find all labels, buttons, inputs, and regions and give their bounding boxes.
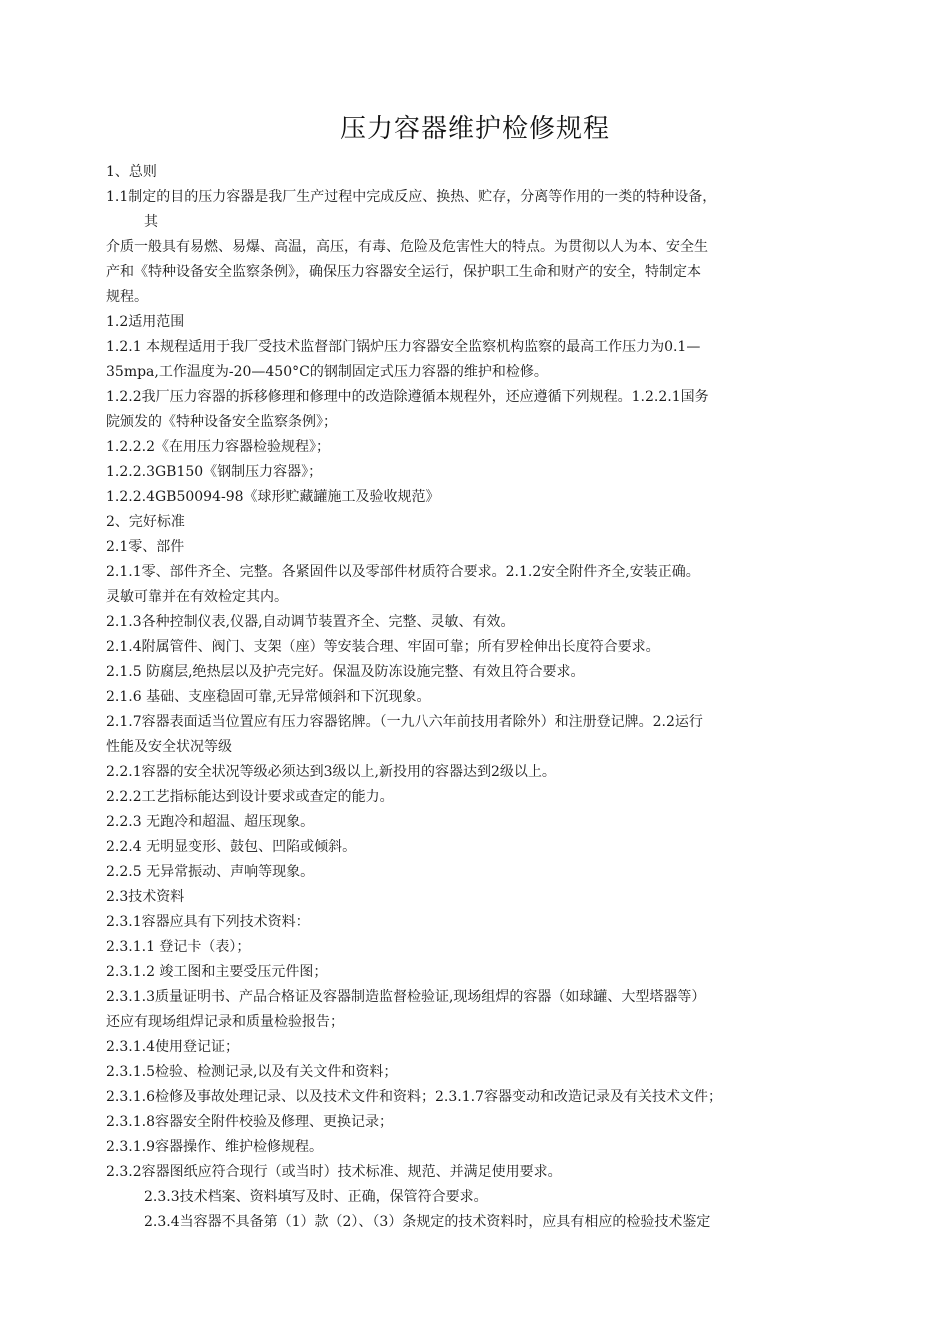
text-line: 1.2.2.3GB150《钢制压力容器》； bbox=[106, 464, 323, 480]
text-line: 2.2.1容器的安全状况等级必须达到3级以上,新投用的容器达到2级以上。 bbox=[106, 764, 556, 780]
text-line: 2.1.4附属管件、阀门、支架（座）等安装合理、牢固可靠；所有罗栓伸出长度符合要求。 bbox=[106, 639, 660, 655]
text-line: 1.2.2我厂压力容器的拆移修理和修理中的改造除遵循本规程外，还应遵循下列规程。1.2.2.1国务 bbox=[106, 389, 709, 405]
text-line: 2.1零、部件 bbox=[106, 539, 185, 555]
text-line: 2.3技术资料 bbox=[106, 889, 185, 905]
text-line: 院颁发的《特种设备安全监察条例》； bbox=[106, 414, 337, 430]
document-title: 压力容器维护检修规程 bbox=[339, 114, 610, 144]
text-line: 2.2.4 无明显变形、鼓包、凹陷或倾斜。 bbox=[106, 839, 357, 855]
text-line: 介质一般具有易燃、易爆、高温，高压，有毒、危险及危害性大的特点。为贯彻以人为本、安全生 bbox=[106, 239, 708, 255]
text-line: 灵敏可靠并在有效检定其内。 bbox=[106, 589, 288, 605]
text-line: 2.3.1.1 登记卡（表）； bbox=[106, 939, 251, 955]
text-line: 2.1.7容器表面适当位置应有压力容器铭牌。（一九八六年前技用者除外）和注册登记牌。2.2运行 bbox=[106, 714, 703, 730]
text-line: 1.2适用范围 bbox=[106, 314, 185, 330]
text-line: 2.2.2工艺指标能达到设计要求或查定的能力。 bbox=[106, 789, 394, 805]
text-line: 2.3.1容器应具有下列技术资料： bbox=[106, 914, 310, 930]
text-line: 产和《特种设备安全监察条例》，确保压力容器安全运行，保护职工生命和财产的安全，特制定本 bbox=[106, 264, 701, 280]
text-line: 35mpa,工作温度为-20—450°C的钢制固定式压力容器的维护和检修。 bbox=[106, 364, 548, 380]
text-line: 1.2.2.4GB50094-98《球形贮藏罐施工及验收规范》 bbox=[106, 489, 440, 505]
text-line: 2.3.3技术档案、资料填写及时、正确，保管符合要求。 bbox=[144, 1189, 488, 1205]
text-line: 2.3.1.3质量证明书、产品合格证及容器制造监督检验证,现场组焊的容器（如球罐、大型塔器等） bbox=[106, 989, 706, 1005]
text-line: 2.3.1.9容器操作、维护检修规程。 bbox=[106, 1139, 323, 1155]
text-line: 还应有现场组焊记录和质量检验报告； bbox=[106, 1014, 344, 1030]
text-line: 其 bbox=[144, 214, 158, 230]
text-line: 2.1.3各种控制仪表,仪器,自动调节装置齐全、完整、灵敏、有效。 bbox=[106, 614, 515, 630]
text-line: 1、总则 bbox=[106, 164, 157, 180]
text-line: 2.2.5 无异常振动、声响等现象。 bbox=[106, 864, 315, 880]
text-line: 2.1.6 基础、支座稳固可靠,无异常倾斜和下沉现象。 bbox=[106, 689, 431, 705]
text-line: 2、完好标准 bbox=[106, 514, 185, 530]
text-line: 2.3.1.4使用登记证； bbox=[106, 1039, 239, 1055]
text-line: 2.3.1.8容器安全附件校验及修理、更换记录； bbox=[106, 1114, 393, 1130]
text-line: 1.2.2.2《在用压力容器检验规程》； bbox=[106, 439, 330, 455]
text-line: 2.1.5 防腐层,绝热层以及护壳完好。保温及防冻设施完整、有效且符合要求。 bbox=[106, 664, 585, 680]
text-line: 2.3.2容器图纸应符合现行（或当时）技术标准、规范、并满足使用要求。 bbox=[106, 1164, 562, 1180]
text-line: 2.3.4当容器不具备第（1）款（2）、（3）条规定的技术资料时，应具有相应的检验技术鉴定 bbox=[144, 1214, 711, 1230]
text-line: 2.3.1.2 竣工图和主要受压元件图； bbox=[106, 964, 328, 980]
text-line: 2.2.3 无跑冷和超温、超压现象。 bbox=[106, 814, 315, 830]
text-line: 2.3.1.6检修及事故处理记录、以及技术文件和资料；2.3.1.7容器变动和改造记录及有关技术文件； bbox=[106, 1089, 722, 1105]
text-line: 2.3.1.5检验、检测记录,以及有关文件和资料； bbox=[106, 1064, 398, 1080]
text-line: 1.2.1 本规程适用于我厂受技术监督部门锅炉压力容器安全监察机构监察的最高工作压力为0.1— bbox=[106, 339, 701, 355]
text-line: 1.1制定的目的压力容器是我厂生产过程中完成反应、换热、贮存，分离等作用的一类的特种设备， bbox=[106, 189, 717, 205]
text-line: 2.1.1零、部件齐全、完整。各紧固件以及零部件材质符合要求。2.1.2安全附件齐全,安装正确。 bbox=[106, 564, 700, 580]
text-line: 性能及安全状况等级 bbox=[106, 739, 232, 755]
text-line: 规程。 bbox=[106, 289, 148, 305]
